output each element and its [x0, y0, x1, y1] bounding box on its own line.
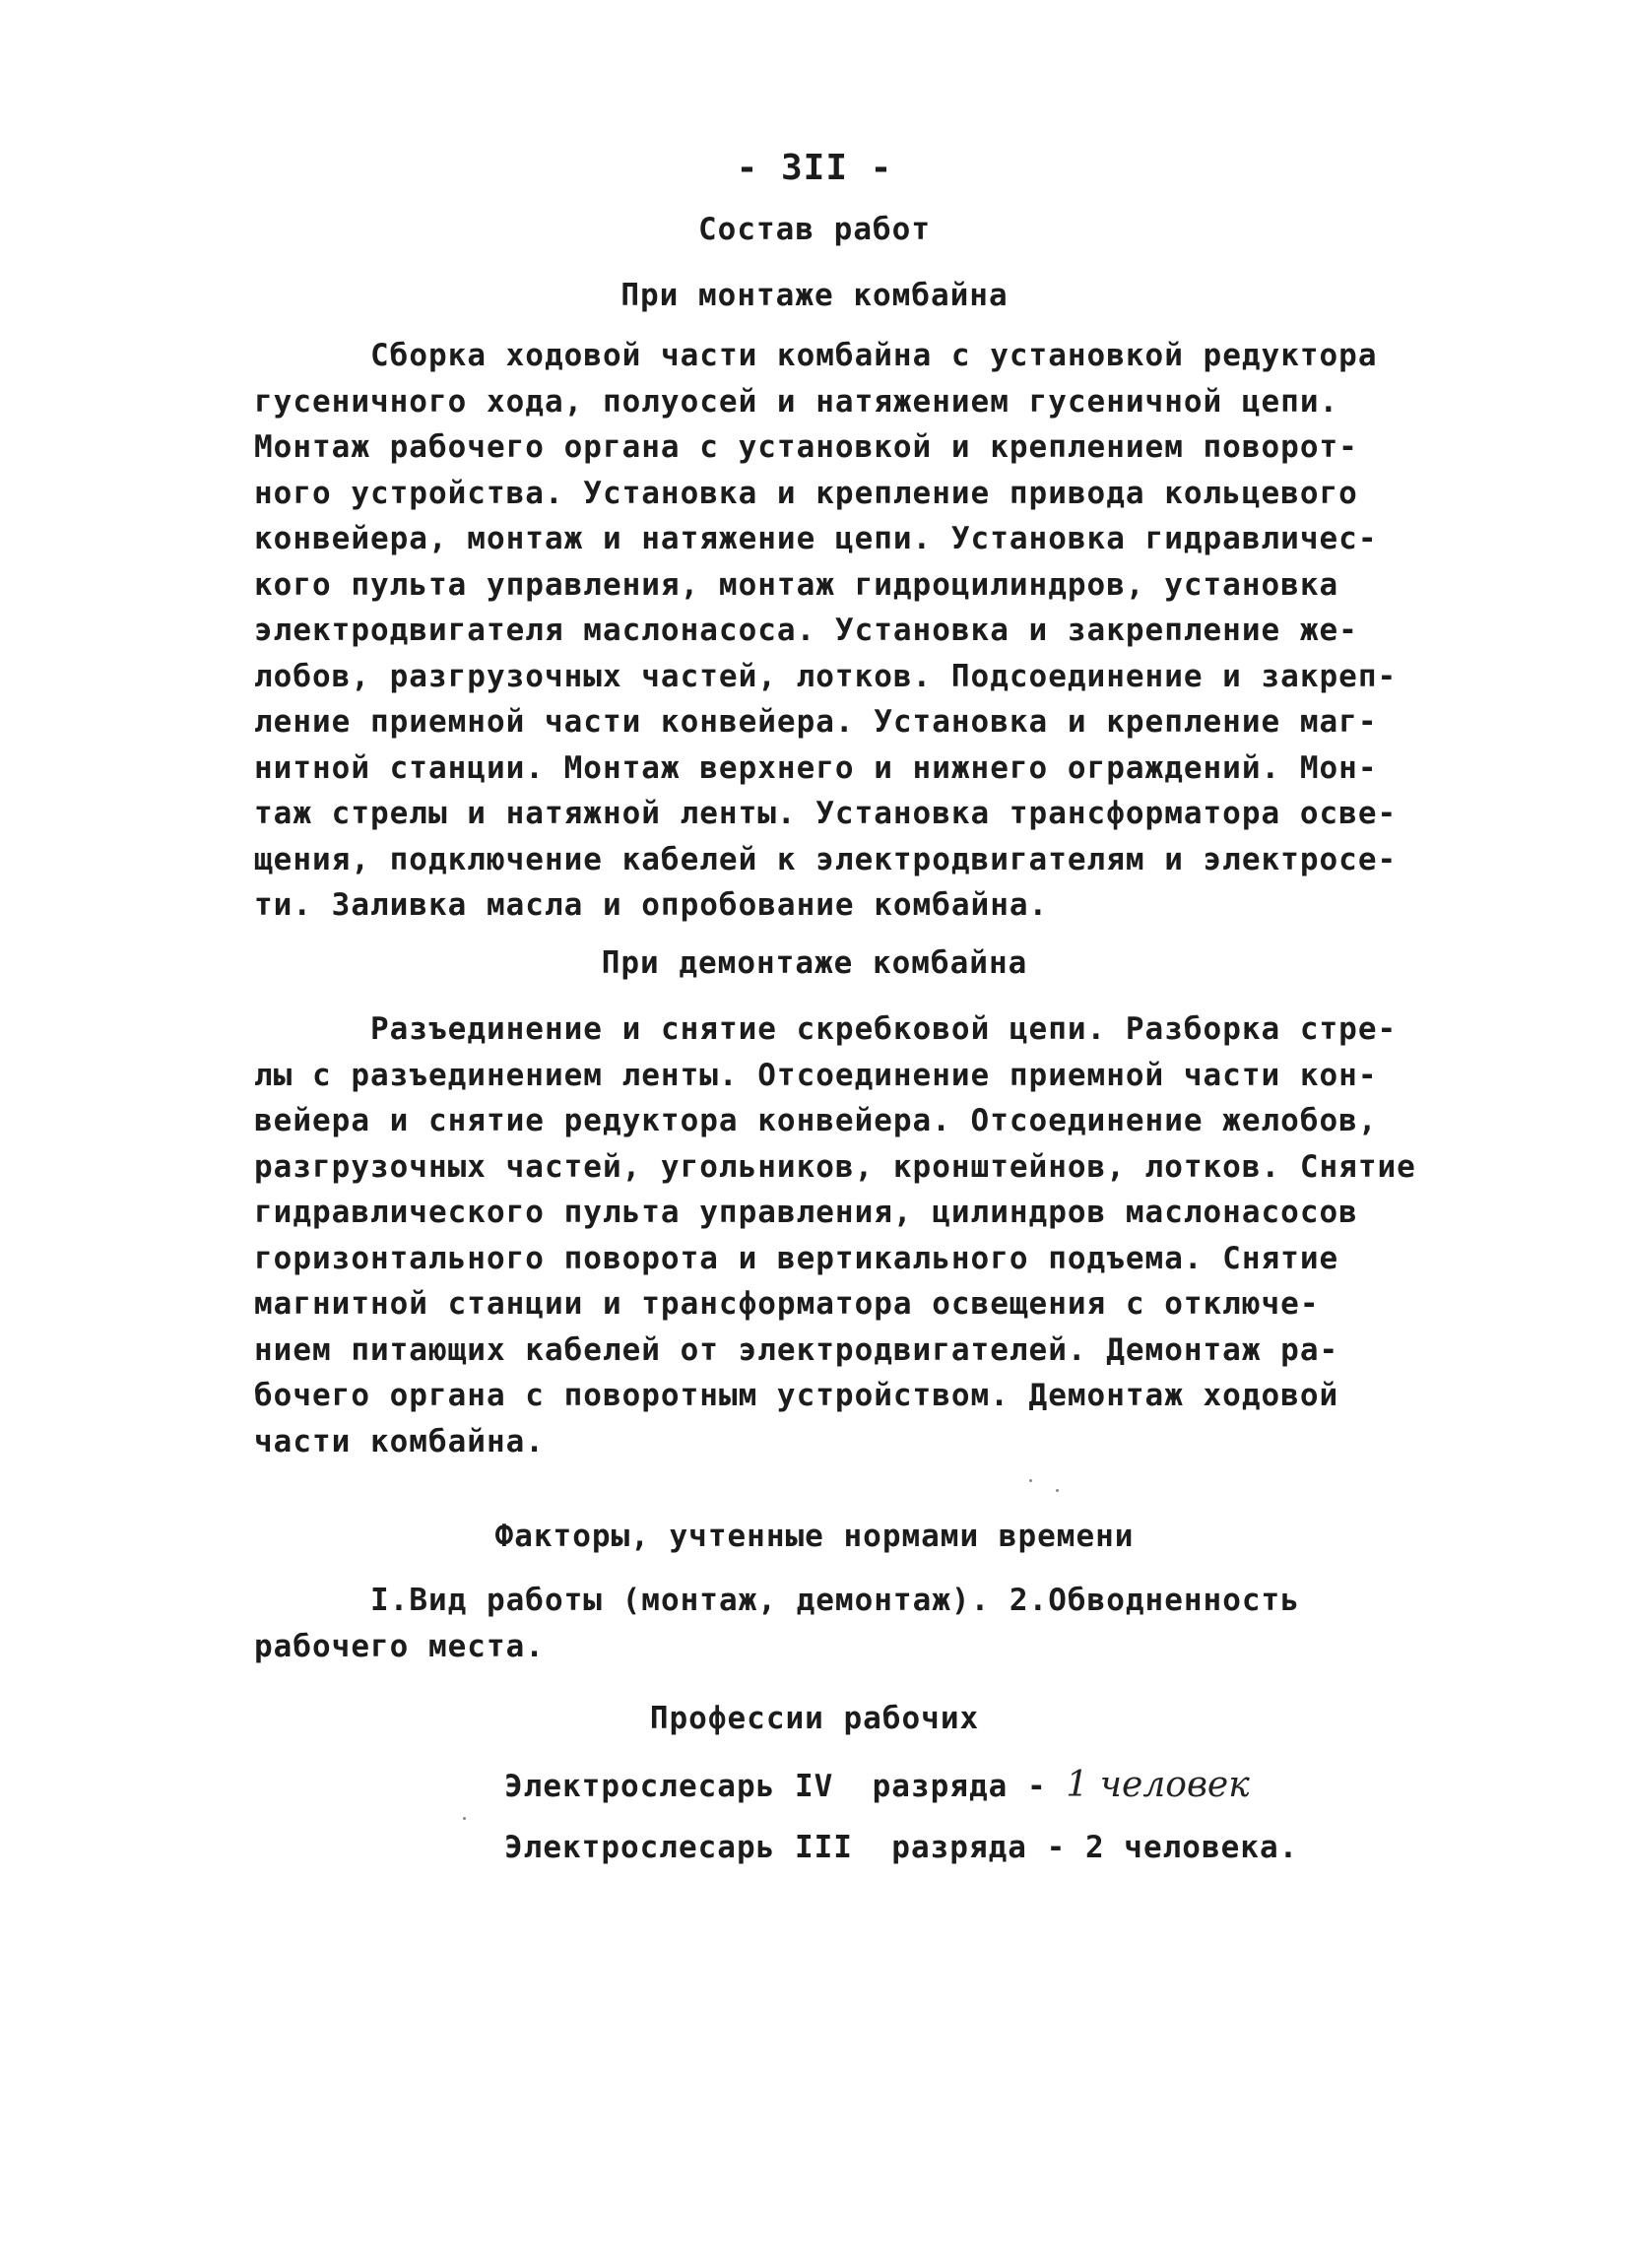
- paragraph-line: гусеничного хода, полуосей и натяжением гусеничной цепи.: [254, 383, 1339, 420]
- profession-grade: III: [794, 1830, 853, 1865]
- paragraph-line: щения, подключение кабелей к электродвигателям и электросе-: [254, 841, 1398, 877]
- paragraph-line: нием питающих кабелей от электродвигателей. Демонтаж ра-: [254, 1331, 1339, 1368]
- profession-grade-word: разряда: [872, 1769, 1009, 1804]
- paragraph-line: лобов, разгрузочных частей, лотков. Подсоединение и закреп-: [254, 658, 1398, 694]
- paragraph-line: ного устройства. Установка и крепление привода кольцевого: [254, 475, 1358, 511]
- paragraph-line: нитной станции. Монтаж верхнего и нижнего ограждений. Мон-: [254, 749, 1378, 786]
- paragraph-line: ление приемной части конвейера. Установка и крепление маг-: [254, 704, 1378, 740]
- paragraph-line: Сборка ходовой части комбайна с установкой редуктора: [370, 338, 1378, 373]
- page-number: - 3II -: [736, 148, 893, 188]
- paragraph-line: ти. Заливка масла и опробование комбайна.: [254, 887, 1049, 923]
- scan-speck: [1029, 1479, 1032, 1482]
- scan-speck: [463, 1817, 466, 1820]
- paragraph-line: горизонтального поворота и вертикального подъема. Снятие: [254, 1240, 1339, 1276]
- profession-grade: IV: [794, 1769, 834, 1804]
- assembly-paragraph: [254, 333, 1416, 929]
- paragraph-line: части комбайна.: [254, 1423, 545, 1459]
- paragraph-line: конвейера, монтаж и натяжение цепи. Установка гидравличес-: [254, 521, 1378, 556]
- paragraph-line: магнитной станции и трансформатора освещения с отключе-: [254, 1286, 1320, 1322]
- paragraph-line: разгрузочных частей, угольников, кронштейнов, лотков. Снятие: [254, 1148, 1416, 1185]
- paragraph-line: рабочего места.: [254, 1628, 545, 1664]
- paragraph-line: Монтаж рабочего органа с установкой и креплением поворот-: [254, 429, 1358, 465]
- factors-title: Факторы, учтенные нормами времени: [494, 1519, 1135, 1554]
- factors-paragraph: [254, 1578, 1416, 1669]
- profession-line: [504, 1830, 1298, 1865]
- profession-name: Электрослесарь: [504, 1769, 776, 1804]
- disassembly-subtitle: При демонтаже комбайна: [601, 945, 1028, 981]
- paragraph-line: вейера и снятие редуктора конвейера. Отсоединение желобов,: [254, 1103, 1378, 1138]
- paragraph-line: гидравлического пульта управления, цилиндров маслонасосов: [254, 1195, 1358, 1230]
- assembly-subtitle: При монтаже комбайна: [620, 278, 1009, 313]
- profession-grade-word: разряда: [891, 1830, 1027, 1865]
- professions-title: Профессии рабочих: [649, 1701, 980, 1736]
- paragraph-line: бочего органа с поворотным устройством. Демонтаж ходовой: [254, 1378, 1339, 1413]
- scan-speck: [1056, 1489, 1059, 1492]
- profession-line: [504, 1765, 1250, 1805]
- profession-dash: -: [1026, 1769, 1047, 1804]
- paragraph-line: лы с разъединением ленты. Отсоединение приемной части кон-: [254, 1057, 1378, 1093]
- paragraph-line: кого пульта управления, монтаж гидроцилиндров, установка: [254, 566, 1339, 603]
- paragraph-line: Разъединение и снятие скребковой цепи. Разборка стре-: [370, 1011, 1398, 1047]
- paragraph-line: таж стрелы и натяжной ленты. Установка трансформатора осве-: [254, 796, 1398, 831]
- profession-name: Электрослесарь: [504, 1830, 776, 1865]
- paragraph-line: I.Вид работы (монтаж, демонтаж). 2.Обводненность: [370, 1583, 1300, 1618]
- profession-count: 2 человека.: [1084, 1830, 1299, 1865]
- composition-title: Состав работ: [698, 212, 931, 247]
- profession-dash: -: [1046, 1830, 1067, 1865]
- handwritten-count: 1 человек: [1066, 1765, 1250, 1805]
- disassembly-paragraph: [254, 1006, 1416, 1464]
- paragraph-line: электродвигателя маслонасоса. Установка и закрепление же-: [254, 613, 1358, 648]
